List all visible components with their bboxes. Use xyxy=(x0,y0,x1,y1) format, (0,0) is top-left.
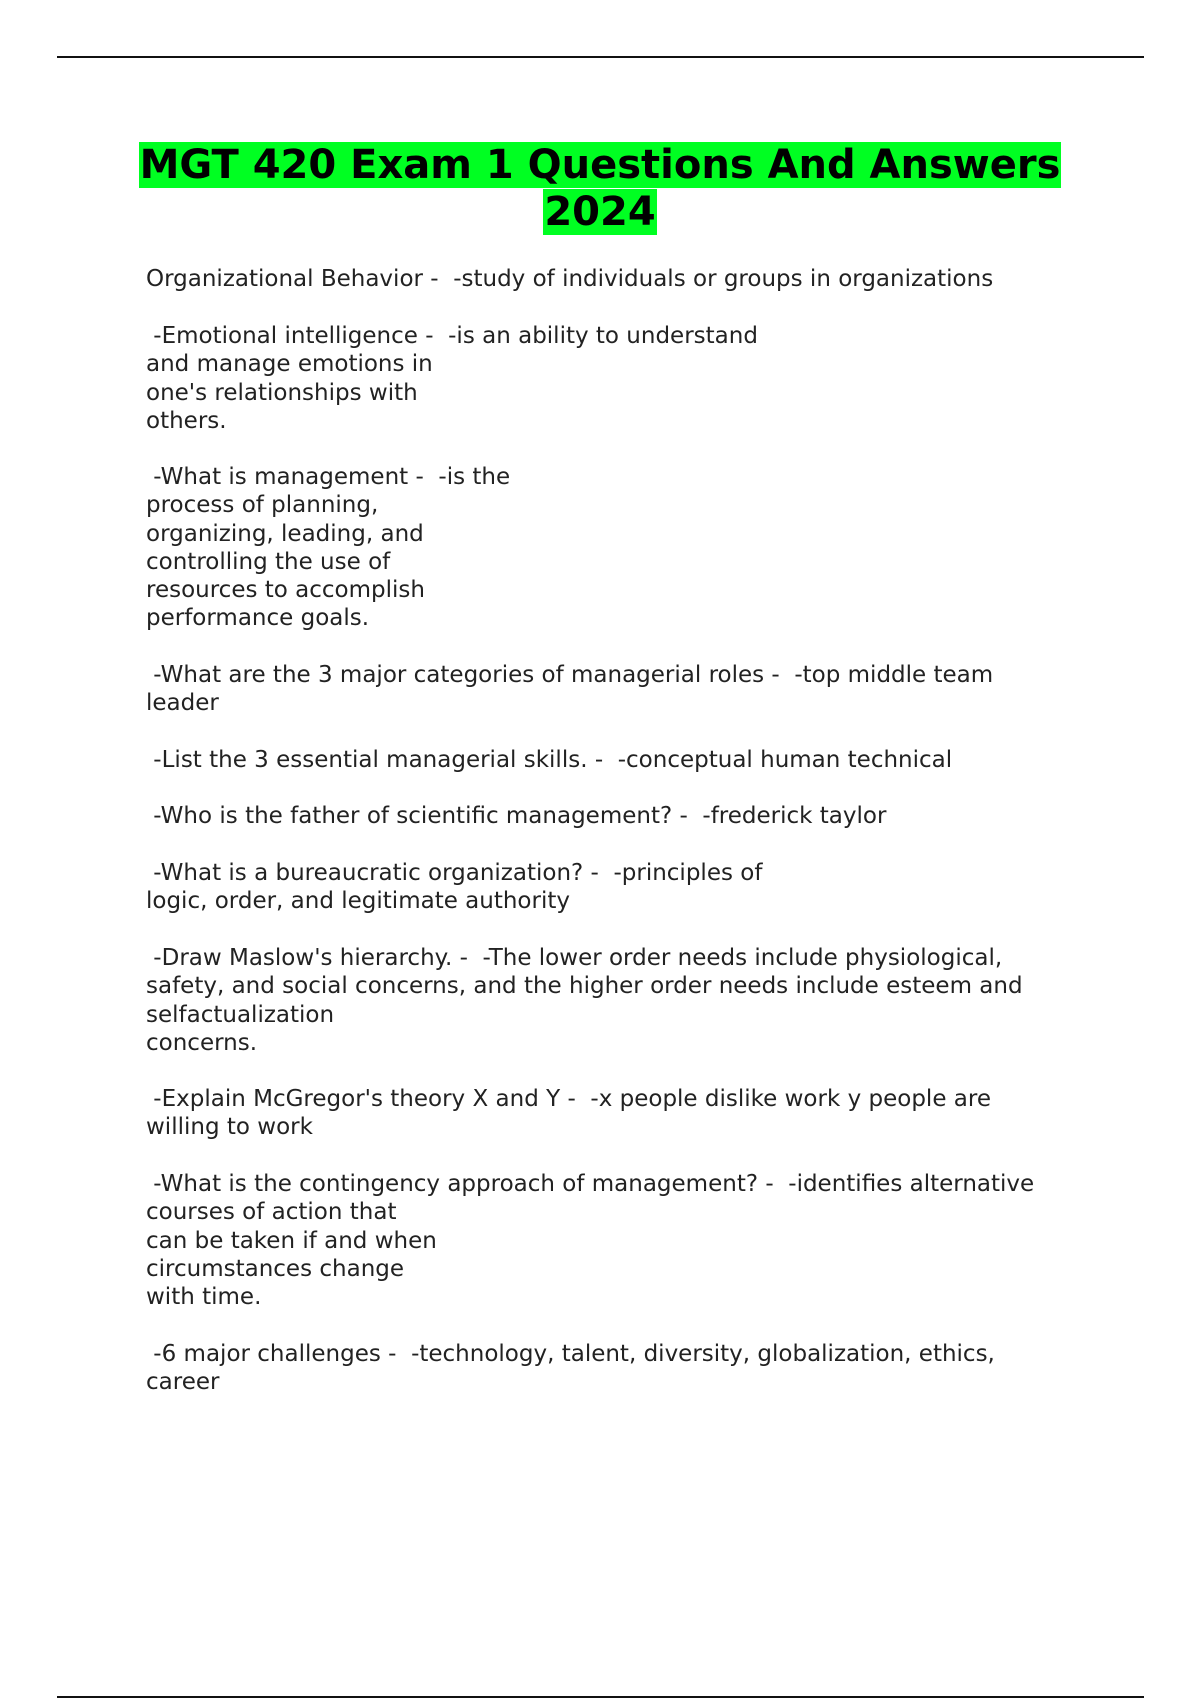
qa-line: -What is management - -is the xyxy=(146,464,511,490)
qa-line: logic, order, and legitimate authority xyxy=(146,888,570,915)
qa-line: -What is a bureaucratic organization? - -principles of xyxy=(146,860,763,886)
qa-line: -What are the 3 major categories of managerial roles - -top middle team xyxy=(146,662,994,688)
qa-line: resources to accomplish xyxy=(146,577,425,604)
qa-line: can be taken if and when xyxy=(146,1227,437,1254)
qa-line: -List the 3 essential managerial skills. - -conceptual human technical xyxy=(146,747,953,773)
qa-entry-scientific-management xyxy=(146,802,886,830)
qa-entry-emotional-intelligence xyxy=(146,322,758,435)
qa-line: and manage emotions in xyxy=(146,351,433,378)
qa-entry-organizational-behavior xyxy=(146,265,993,293)
qa-line: safety, and social concerns, and the higher order needs include esteem and xyxy=(146,973,1023,1000)
qa-line: circumstances change xyxy=(146,1255,405,1282)
qa-line: process of planning, xyxy=(146,492,379,519)
qa-line: -6 major challenges - -technology, talent, diversity, globalization, ethics, xyxy=(146,1341,995,1367)
qa-line: one's relationships with xyxy=(146,379,418,406)
qa-line: -Who is the father of scientific management? - -frederick taylor xyxy=(146,803,887,829)
qa-entry-managerial-roles xyxy=(146,661,993,718)
qa-line: courses of action that xyxy=(146,1199,397,1226)
qa-entry-what-is-management xyxy=(146,463,510,633)
qa-line: performance goals. xyxy=(146,605,370,632)
qa-line: Organizational Behavior - -study of individuals or groups in organizations xyxy=(146,266,994,292)
qa-entry-major-challenges xyxy=(146,1340,995,1397)
qa-line: concerns. xyxy=(146,1029,258,1056)
qa-line: selfactualization xyxy=(146,1001,335,1028)
top-rule xyxy=(57,56,1144,58)
qa-line: with time. xyxy=(146,1284,262,1311)
qa-entry-bureaucratic-organization xyxy=(146,859,762,916)
qa-line: -Draw Maslow's hierarchy. - -The lower order needs include physiological, xyxy=(146,945,1003,971)
document-title xyxy=(0,142,1200,236)
qa-line: career xyxy=(146,1369,220,1396)
title-line-1: MGT 420 Exam 1 Questions And Answers xyxy=(139,142,1061,188)
qa-entry-maslow-hierarchy xyxy=(146,944,1023,1057)
qa-line: others. xyxy=(146,407,227,434)
qa-entry-managerial-skills xyxy=(146,746,952,774)
qa-line: -What is the contingency approach of management? - -identifies alternative xyxy=(146,1171,1035,1197)
qa-line: organizing, leading, and xyxy=(146,520,424,547)
qa-entry-mcgregor-theory xyxy=(146,1085,991,1142)
qa-line: -Explain McGregor's theory X and Y - -x people dislike work y people are xyxy=(146,1086,991,1112)
title-line-2: 2024 xyxy=(544,189,656,235)
qa-line: -Emotional intelligence - -is an ability to understand xyxy=(146,323,758,349)
bottom-rule xyxy=(57,1696,1144,1698)
qa-line: willing to work xyxy=(146,1114,313,1141)
qa-line: controlling the use of xyxy=(146,548,391,575)
qa-entry-contingency-approach xyxy=(146,1170,1034,1311)
qa-line: leader xyxy=(146,690,219,717)
